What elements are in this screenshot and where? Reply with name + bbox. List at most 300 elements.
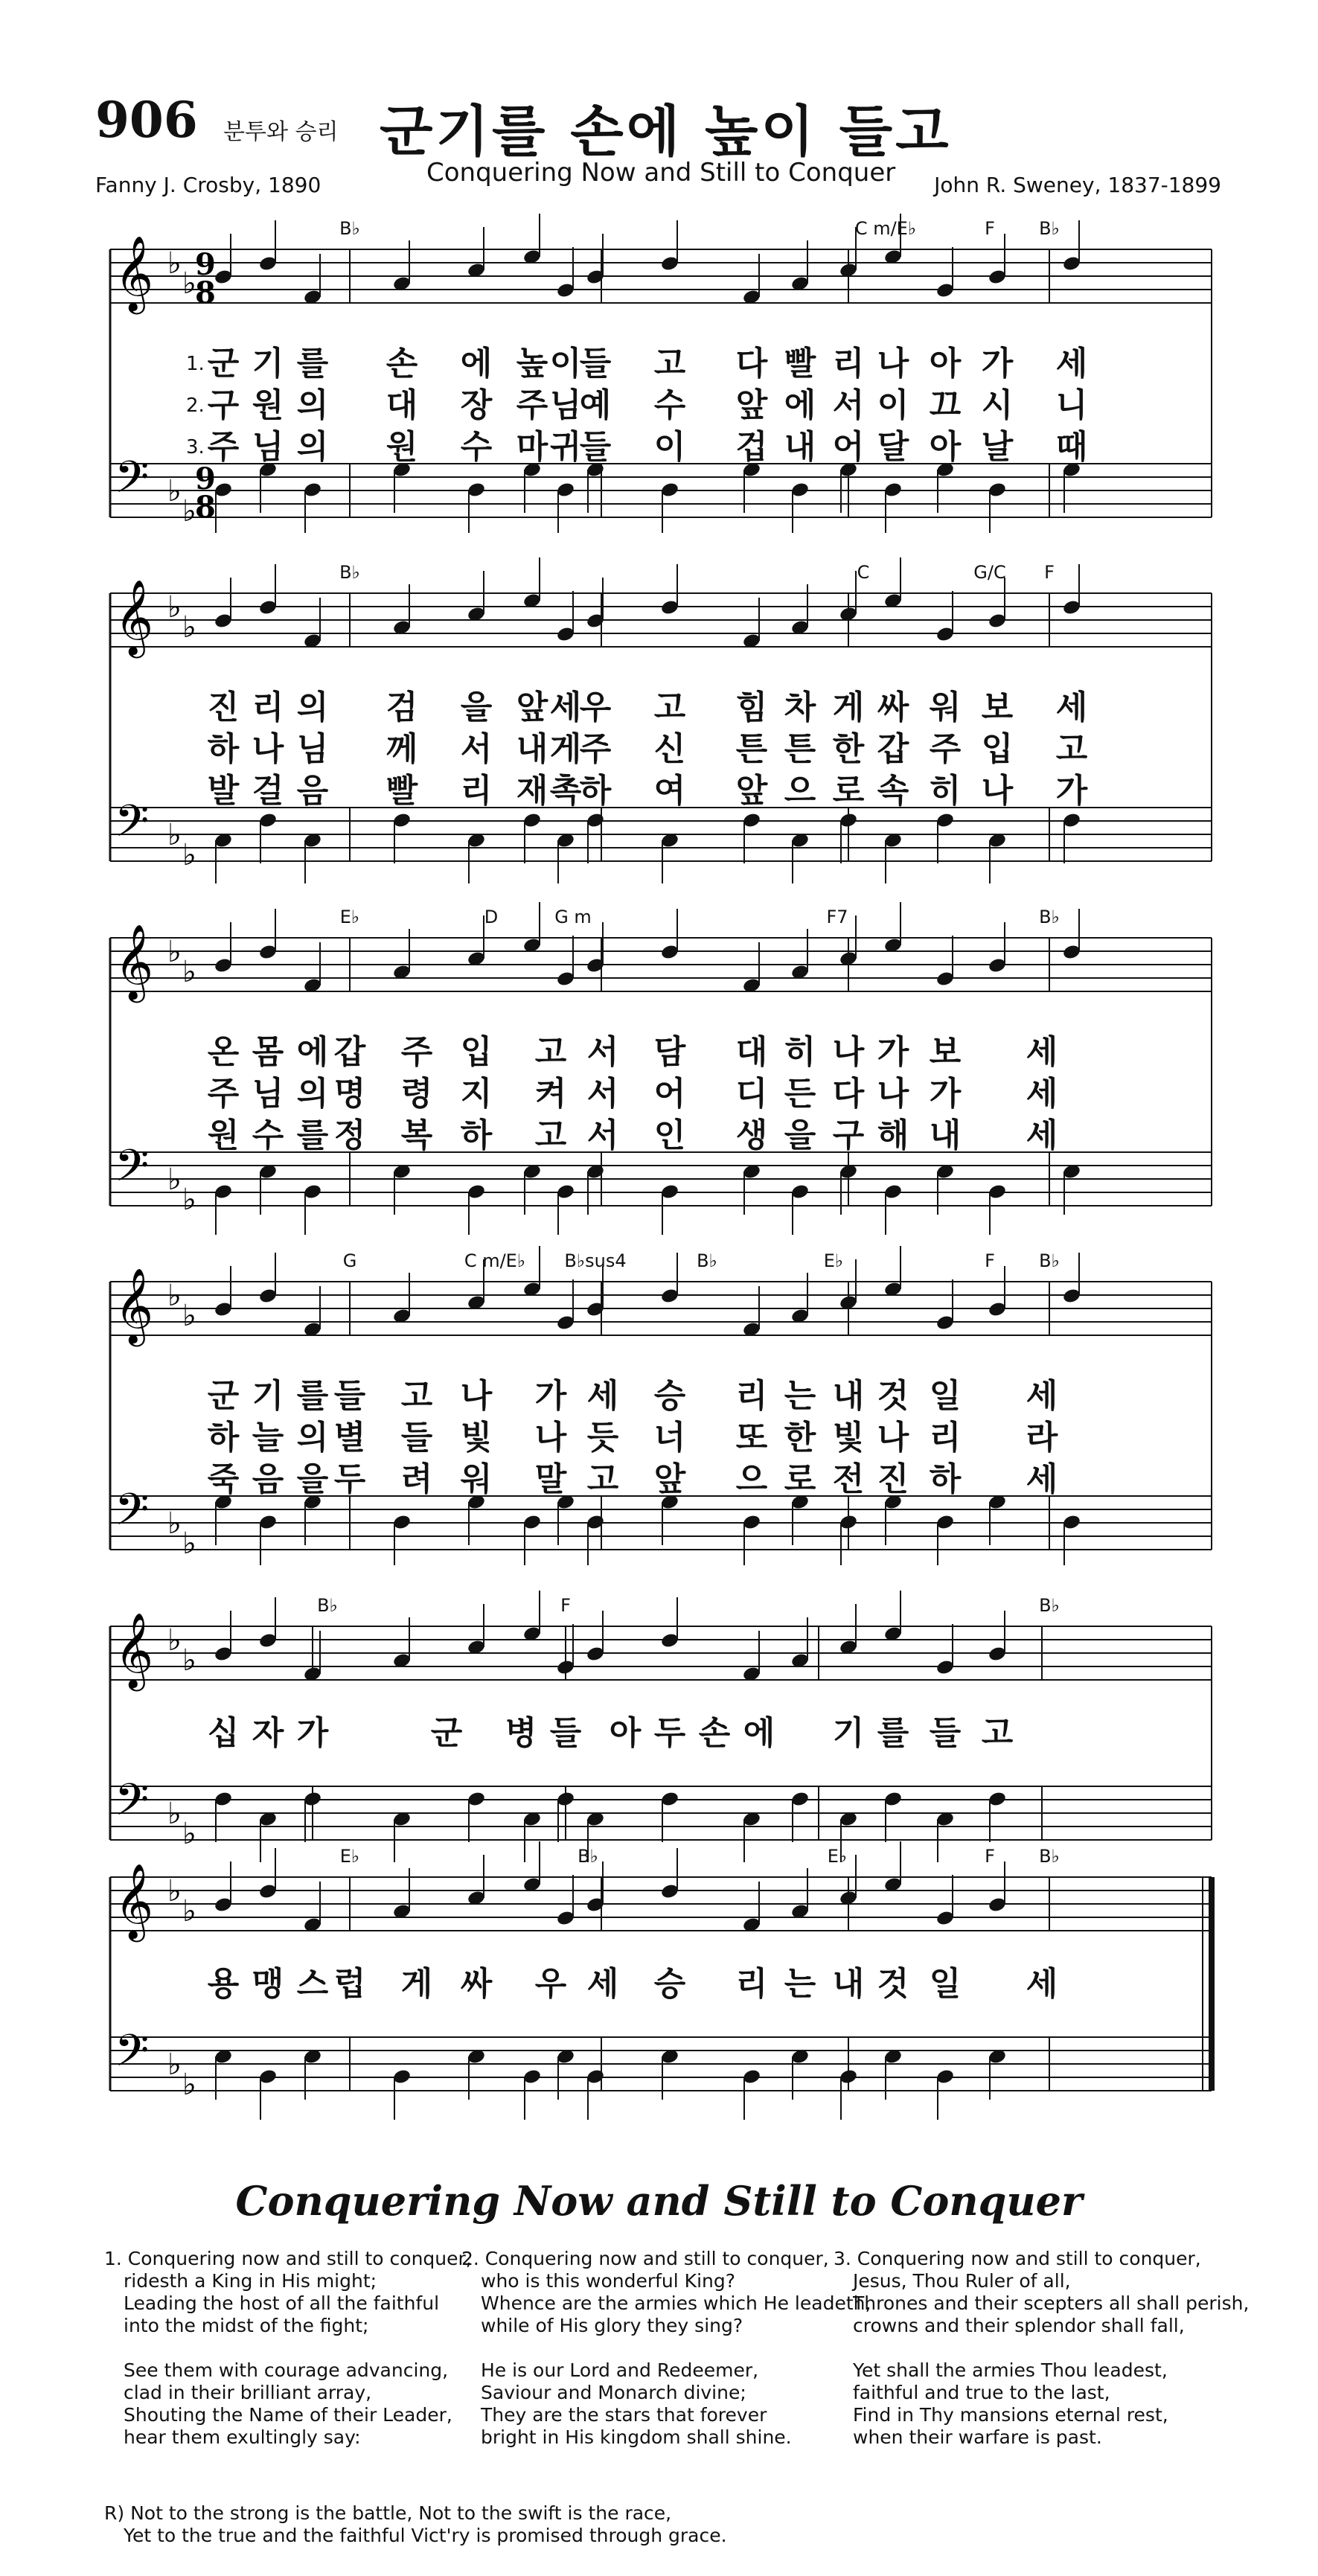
lyric-syllable: 높 bbox=[516, 345, 548, 383]
lyric-syllable: 님 bbox=[296, 730, 329, 768]
verse-line: 3. Conquering now and still to conquer, bbox=[834, 2248, 1201, 2269]
flat-key-signature-icon: ♭ bbox=[182, 838, 196, 872]
flat-key-signature-icon: ♭ bbox=[182, 494, 196, 528]
chord-symbol: F bbox=[985, 1846, 995, 1867]
lyric-syllable: 수 bbox=[653, 386, 686, 424]
hymn-english-title: Conquering Now and Still to Conquer bbox=[426, 158, 896, 188]
lyricist: Fanny J. Crosby, 1890 bbox=[95, 173, 321, 197]
lyric-syllable: 려 bbox=[400, 1460, 433, 1498]
lyric-syllable: 다 bbox=[735, 345, 768, 383]
verse-line: Saviour and Monarch divine; bbox=[481, 2382, 746, 2403]
flat-key-signature-icon: ♭ bbox=[182, 266, 196, 301]
lyric-syllable: 빨 bbox=[386, 772, 418, 810]
flat-key-signature-icon: ♭ bbox=[182, 1527, 196, 1561]
bass-clef-icon: 𝄢 bbox=[115, 451, 150, 514]
lyric-syllable: 해 bbox=[877, 1116, 909, 1154]
lyric-syllable: 두 bbox=[333, 1460, 366, 1498]
lyric-syllable: 입 bbox=[981, 730, 1014, 768]
lyric-syllable: 수 bbox=[252, 1116, 284, 1154]
lyric-syllable: 주 bbox=[516, 386, 548, 424]
lyric-syllable: 튼 bbox=[784, 730, 816, 768]
refrain-line: R) Not to the strong is the battle, Not to the swift is the race, bbox=[104, 2502, 672, 2524]
verse-line: bright in His kingdom shall shine. bbox=[481, 2426, 792, 2448]
chord-symbol: G bbox=[342, 1250, 357, 1271]
lyric-syllable: 빛 bbox=[832, 1419, 865, 1457]
lyric-syllable: 복 bbox=[400, 1116, 433, 1154]
lyric-syllable: 를 bbox=[296, 1116, 329, 1154]
lyric-syllable: 내 bbox=[516, 730, 548, 768]
lyric-syllable: 들 bbox=[579, 428, 612, 466]
lyric-syllable: 차 bbox=[784, 688, 816, 726]
lyric-syllable: 걸 bbox=[252, 772, 284, 810]
lyric-syllable: 재 bbox=[516, 772, 548, 810]
verse-line: See them with courage advancing, bbox=[124, 2359, 449, 2381]
lyric-syllable: 세 bbox=[1026, 1460, 1058, 1498]
lyric-syllable: 님 bbox=[252, 428, 284, 466]
lyric-syllable: 명 bbox=[333, 1075, 366, 1113]
composer: John R. Sweney, 1837-1899 bbox=[934, 173, 1221, 197]
lyric-syllable: 아 bbox=[929, 345, 962, 383]
lyric-syllable: 의 bbox=[296, 1419, 329, 1457]
verse-line: clad in their brilliant array, bbox=[124, 2382, 372, 2403]
lyric-syllable: 앞 bbox=[735, 772, 768, 810]
lyric-syllable: 나 bbox=[460, 1377, 493, 1415]
chord-symbol: F bbox=[985, 218, 995, 239]
lyric-syllable: 워 bbox=[929, 688, 962, 726]
lyric-syllable: 세 bbox=[1055, 345, 1088, 383]
lyric-syllable: 기 bbox=[832, 1714, 865, 1752]
lyric-syllable: 나 bbox=[877, 345, 909, 383]
lyric-syllable: 리 bbox=[460, 772, 493, 810]
verse-line: ridesth a King in His might; bbox=[124, 2270, 377, 2292]
lyric-syllable: 에 bbox=[743, 1714, 775, 1752]
lyric-syllable: 진 bbox=[877, 1460, 909, 1498]
lyric-syllable: 에 bbox=[784, 386, 816, 424]
chord-symbol: B♭ bbox=[697, 1250, 717, 1271]
verse-line: while of His glory they sing? bbox=[481, 2315, 743, 2336]
lyric-syllable: 는 bbox=[784, 1965, 816, 2003]
verse-number: 1. bbox=[186, 353, 205, 375]
lyric-syllable: 리 bbox=[929, 1419, 962, 1457]
bass-clef-icon: 𝄢 bbox=[115, 2024, 150, 2087]
lyric-syllable: 주 bbox=[929, 730, 962, 768]
lyric-syllable: 고 bbox=[981, 1714, 1014, 1752]
lyric-syllable: 세 bbox=[1055, 688, 1088, 726]
lyric-syllable: 튼 bbox=[735, 730, 768, 768]
lyric-syllable: 병 bbox=[505, 1714, 537, 1752]
lyric-syllable: 서 bbox=[460, 730, 493, 768]
chord-symbol: F bbox=[560, 1595, 571, 1616]
lyric-syllable: 또 bbox=[735, 1419, 768, 1457]
lyric-syllable: 내 bbox=[784, 428, 816, 466]
lyric-syllable: 어 bbox=[832, 428, 865, 466]
lyric-syllable: 가 bbox=[981, 345, 1014, 383]
lyric-syllable: 음 bbox=[296, 772, 329, 810]
lyric-syllable: 세 bbox=[586, 1965, 619, 2003]
chord-symbol: B♭ bbox=[339, 218, 360, 239]
verse-line: who is this wonderful King? bbox=[481, 2270, 735, 2292]
chord-symbol: E♭ bbox=[827, 1846, 848, 1867]
verse-gap bbox=[461, 2337, 819, 2359]
lyric-syllable: 죽 bbox=[207, 1460, 240, 1498]
chord-symbol: B♭ bbox=[1039, 907, 1060, 927]
lyric-syllable: 빨 bbox=[784, 345, 816, 383]
lyric-syllable: 음 bbox=[252, 1460, 284, 1498]
lyric-syllable: 것 bbox=[877, 1965, 909, 2003]
lyric-syllable: 시 bbox=[981, 386, 1014, 424]
chord-symbol: B♭ bbox=[578, 1846, 598, 1867]
lyric-syllable: 주 bbox=[207, 428, 240, 466]
verse-line: Thrones and their scepters all shall perish, bbox=[853, 2292, 1250, 2314]
lyric-syllable: 군 bbox=[207, 1377, 240, 1415]
treble-clef-icon: 𝄞 bbox=[115, 923, 154, 1000]
flat-key-signature-icon: ♭ bbox=[167, 474, 182, 508]
flat-key-signature-icon: ♭ bbox=[167, 1279, 182, 1313]
lyric-syllable: 겁 bbox=[735, 428, 768, 466]
lyric-syllable: 지 bbox=[460, 1075, 493, 1113]
lyric-syllable: 전 bbox=[832, 1460, 865, 1498]
lyric-syllable: 속 bbox=[877, 772, 909, 810]
lyric-syllable: 는 bbox=[784, 1377, 816, 1415]
english-title: Conquering Now and Still to Conquer bbox=[235, 2177, 1083, 2225]
refrain-line: Yet to the true and the faithful Vict'ry is promised through grace. bbox=[124, 2525, 727, 2546]
verse-line: hear them exultingly say: bbox=[124, 2426, 361, 2448]
lyric-syllable: 하 bbox=[929, 1460, 962, 1498]
hymn-title: 군기를 손에 높이 들고 bbox=[380, 100, 952, 164]
chord-symbol: F bbox=[985, 1250, 995, 1271]
lyric-syllable: 귀 bbox=[549, 428, 582, 466]
lyric-syllable: 디 bbox=[735, 1075, 768, 1113]
lyric-syllable: 럽 bbox=[333, 1965, 366, 2003]
verse-number: 2. bbox=[186, 394, 205, 417]
lyric-syllable: 세 bbox=[1026, 1377, 1058, 1415]
flat-key-signature-icon: ♭ bbox=[167, 246, 182, 281]
lyric-syllable: 진 bbox=[207, 688, 240, 726]
chord-symbol: B♭ bbox=[317, 1595, 338, 1616]
lyric-syllable: 십 bbox=[207, 1714, 240, 1752]
treble-clef-icon: 𝄞 bbox=[115, 1267, 154, 1343]
lyric-syllable: 들 bbox=[549, 1714, 582, 1752]
flat-key-signature-icon: ♭ bbox=[167, 1506, 182, 1541]
lyric-syllable: 령 bbox=[400, 1075, 433, 1113]
lyric-syllable: 우 bbox=[534, 1965, 567, 2003]
lyric-syllable: 가 bbox=[929, 1075, 962, 1113]
hymn-number: 906 bbox=[95, 91, 198, 149]
lyric-syllable: 앞 bbox=[516, 688, 548, 726]
bass-clef-icon: 𝄢 bbox=[115, 1140, 150, 1202]
lyric-syllable: 가 bbox=[296, 1714, 329, 1752]
lyric-syllable: 담 bbox=[653, 1033, 686, 1071]
lyric-syllable: 늘 bbox=[252, 1419, 284, 1457]
lyric-syllable: 하 bbox=[207, 730, 240, 768]
english-refrain bbox=[104, 2502, 727, 2547]
lyric-syllable: 너 bbox=[653, 1419, 686, 1457]
lyric-syllable: 게 bbox=[549, 730, 582, 768]
lyric-syllable: 리 bbox=[252, 688, 284, 726]
lyric-syllable: 싸 bbox=[460, 1965, 493, 2003]
flat-key-signature-icon: ♭ bbox=[182, 1894, 196, 1928]
lyric-syllable: 으 bbox=[784, 772, 816, 810]
lyric-syllable: 께 bbox=[386, 730, 418, 768]
lyric-syllable: 수 bbox=[460, 428, 493, 466]
lyric-syllable: 가 bbox=[877, 1033, 909, 1071]
lyric-syllable: 말 bbox=[534, 1460, 567, 1498]
lyric-syllable: 리 bbox=[735, 1965, 768, 2003]
chord-symbol: F7 bbox=[826, 907, 848, 927]
bass-clef-icon: 𝄢 bbox=[115, 1774, 150, 1836]
lyric-syllable: 앞 bbox=[653, 1460, 686, 1498]
lyric-syllable: 승 bbox=[653, 1965, 686, 2003]
lyric-syllable: 기 bbox=[252, 1377, 284, 1415]
lyric-syllable: 달 bbox=[877, 428, 909, 466]
flat-key-signature-icon: ♭ bbox=[167, 1797, 182, 1831]
chord-symbol: E♭ bbox=[339, 1846, 360, 1867]
lyric-syllable: 두 bbox=[653, 1714, 686, 1752]
lyric-syllable: 원 bbox=[252, 386, 284, 424]
lyric-syllable: 주 bbox=[400, 1033, 433, 1071]
lyric-syllable: 것 bbox=[877, 1377, 909, 1415]
flat-key-signature-icon: ♭ bbox=[167, 935, 182, 969]
lyric-syllable: 생 bbox=[735, 1116, 768, 1154]
lyric-syllable: 세 bbox=[1026, 1033, 1058, 1071]
lyric-syllable: 세 bbox=[1026, 1075, 1058, 1113]
lyric-syllable: 고 bbox=[586, 1460, 619, 1498]
chord-symbol: G/C bbox=[973, 562, 1006, 583]
lyric-syllable: 나 bbox=[877, 1419, 909, 1457]
lyric-syllable: 라 bbox=[1026, 1419, 1058, 1457]
lyric-syllable: 촉 bbox=[549, 772, 582, 810]
lyric-syllable: 갑 bbox=[877, 730, 909, 768]
lyric-syllable: 한 bbox=[832, 730, 865, 768]
bass-clef-icon: 𝄢 bbox=[115, 1483, 150, 1546]
treble-clef-icon: 𝄞 bbox=[115, 234, 154, 311]
lyric-syllable: 싸 bbox=[877, 688, 909, 726]
chord-symbol: B♭ bbox=[1039, 1595, 1060, 1616]
lyric-syllable: 날 bbox=[981, 428, 1014, 466]
lyric-syllable: 에 bbox=[296, 1033, 329, 1071]
lyric-syllable: 의 bbox=[296, 386, 329, 424]
lyric-syllable: 를 bbox=[296, 345, 329, 383]
verse-line: Yet shall the armies Thou leadest, bbox=[853, 2359, 1168, 2381]
lyric-syllable: 나 bbox=[877, 1075, 909, 1113]
lyric-syllable: 발 bbox=[207, 772, 240, 810]
lyric-syllable: 들 bbox=[333, 1377, 366, 1415]
lyric-syllable: 이 bbox=[653, 428, 686, 466]
lyric-syllable: 끄 bbox=[929, 386, 962, 424]
flat-key-signature-icon: ♭ bbox=[167, 1623, 182, 1658]
lyric-syllable: 일 bbox=[929, 1965, 962, 2003]
treble-clef-icon: 𝄞 bbox=[115, 1862, 154, 1939]
verse-line: He is our Lord and Redeemer, bbox=[481, 2359, 759, 2381]
lyric-syllable: 나 bbox=[252, 730, 284, 768]
time-signature-bottom: 8 bbox=[195, 275, 216, 310]
lyric-syllable: 를 bbox=[877, 1714, 909, 1752]
chord-symbol: F bbox=[1044, 562, 1055, 583]
lyric-syllable: 원 bbox=[207, 1116, 240, 1154]
chord-symbol: B♭ bbox=[1039, 1250, 1060, 1271]
lyric-syllable: 하 bbox=[207, 1419, 240, 1457]
time-signature-top: 9 bbox=[195, 461, 216, 496]
lyric-syllable: 구 bbox=[207, 386, 240, 424]
lyric-syllable: 아 bbox=[929, 428, 962, 466]
lyric-syllable: 내 bbox=[832, 1965, 865, 2003]
lyric-syllable: 내 bbox=[832, 1377, 865, 1415]
lyric-syllable: 아 bbox=[609, 1714, 642, 1752]
lyric-syllable: 다 bbox=[832, 1075, 865, 1113]
lyric-syllable: 서 bbox=[586, 1033, 619, 1071]
lyric-syllable: 힘 bbox=[735, 688, 768, 726]
lyric-syllable: 에 bbox=[460, 345, 493, 383]
chord-symbol: B♭sus4 bbox=[564, 1250, 627, 1271]
lyric-syllable: 온 bbox=[207, 1033, 240, 1071]
lyric-syllable: 님 bbox=[252, 1075, 284, 1113]
lyric-syllable: 대 bbox=[735, 1033, 768, 1071]
lyric-syllable: 예 bbox=[579, 386, 612, 424]
lyric-syllable: 의 bbox=[296, 1075, 329, 1113]
lyric-syllable: 켜 bbox=[534, 1075, 567, 1113]
lyric-syllable: 고 bbox=[534, 1033, 567, 1071]
flat-key-signature-icon: ♭ bbox=[167, 590, 182, 624]
lyric-syllable: 서 bbox=[586, 1116, 619, 1154]
verse-line: Leading the host of all the faithful bbox=[124, 2292, 440, 2314]
lyric-syllable: 세 bbox=[1026, 1965, 1058, 2003]
chord-symbol: E♭ bbox=[823, 1250, 844, 1271]
lyric-syllable: 보 bbox=[981, 688, 1014, 726]
lyric-syllable: 나 bbox=[981, 772, 1014, 810]
lyric-syllable: 구 bbox=[832, 1116, 865, 1154]
lyric-syllable: 맹 bbox=[252, 1965, 284, 2003]
lyric-syllable: 나 bbox=[832, 1033, 865, 1071]
lyric-syllable: 고 bbox=[653, 688, 686, 726]
lyric-syllable: 하 bbox=[460, 1116, 493, 1154]
lyric-syllable: 나 bbox=[534, 1419, 567, 1457]
flat-key-signature-icon: ♭ bbox=[182, 1183, 196, 1217]
verse-line: Jesus, Thou Ruler of all, bbox=[853, 2270, 1071, 2292]
flat-key-signature-icon: ♭ bbox=[182, 1643, 196, 1678]
lyric-syllable: 신 bbox=[653, 730, 686, 768]
verse-line: faithful and true to the last, bbox=[853, 2382, 1110, 2403]
lyric-syllable: 하 bbox=[579, 772, 612, 810]
lyric-syllable: 대 bbox=[386, 386, 418, 424]
chord-symbol: C bbox=[857, 562, 870, 583]
verse-line: 2. Conquering now and still to conquer, bbox=[461, 2248, 829, 2269]
flat-key-signature-icon: ♭ bbox=[182, 1299, 196, 1333]
lyric-syllable: 을 bbox=[784, 1116, 816, 1154]
lyric-syllable: 검 bbox=[386, 688, 418, 726]
lyric-syllable: 로 bbox=[832, 772, 865, 810]
lyric-syllable: 니 bbox=[1055, 386, 1088, 424]
lyric-syllable: 세 bbox=[1026, 1116, 1058, 1154]
flat-key-signature-icon: ♭ bbox=[182, 955, 196, 989]
lyric-syllable: 군 bbox=[430, 1714, 463, 1752]
lyric-syllable: 보 bbox=[929, 1033, 962, 1071]
lyric-syllable: 들 bbox=[929, 1714, 962, 1752]
lyric-syllable: 으 bbox=[735, 1460, 768, 1498]
chord-symbol: E♭ bbox=[339, 907, 360, 927]
chord-symbol: B♭ bbox=[1039, 1846, 1060, 1867]
lyric-syllable: 고 bbox=[400, 1377, 433, 1415]
lyric-syllable: 가 bbox=[534, 1377, 567, 1415]
lyric-syllable: 주 bbox=[207, 1075, 240, 1113]
flat-key-signature-icon: ♭ bbox=[182, 1817, 196, 1851]
lyric-syllable: 을 bbox=[460, 688, 493, 726]
lyric-syllable: 내 bbox=[929, 1116, 962, 1154]
lyric-syllable: 일 bbox=[929, 1377, 962, 1415]
lyric-syllable: 세 bbox=[586, 1377, 619, 1415]
lyric-syllable: 를 bbox=[296, 1377, 329, 1415]
lyric-syllable: 들 bbox=[579, 345, 612, 383]
lyric-syllable: 게 bbox=[400, 1965, 433, 2003]
lyric-syllable: 인 bbox=[653, 1116, 686, 1154]
lyric-syllable: 용 bbox=[207, 1965, 240, 2003]
lyric-syllable: 리 bbox=[832, 345, 865, 383]
lyric-syllable: 세 bbox=[549, 688, 582, 726]
lyric-syllable: 앞 bbox=[735, 386, 768, 424]
lyric-syllable: 한 bbox=[784, 1419, 816, 1457]
lyric-syllable: 워 bbox=[460, 1460, 493, 1498]
lyric-syllable: 을 bbox=[296, 1460, 329, 1498]
verse-line: Shouting the Name of their Leader, bbox=[124, 2404, 452, 2426]
verse-line: Whence are the armies which He leadeth, bbox=[481, 2292, 871, 2314]
flat-key-signature-icon: ♭ bbox=[167, 1163, 182, 1197]
lyric-syllable: 자 bbox=[252, 1714, 284, 1752]
lyric-syllable: 고 bbox=[1055, 730, 1088, 768]
chord-symbol: G m bbox=[554, 907, 592, 927]
lyric-syllable: 마 bbox=[516, 428, 548, 466]
lyric-syllable: 어 bbox=[653, 1075, 686, 1113]
time-signature-top: 9 bbox=[195, 247, 216, 282]
verse-gap bbox=[104, 2337, 461, 2359]
lyric-syllable: 든 bbox=[784, 1075, 816, 1113]
lyric-syllable: 히 bbox=[784, 1033, 816, 1071]
lyric-syllable: 원 bbox=[386, 428, 418, 466]
chord-symbol: D bbox=[484, 907, 499, 927]
lyric-syllable: 히 bbox=[929, 772, 962, 810]
lyric-syllable: 우 bbox=[579, 688, 612, 726]
english-verse-1 bbox=[104, 2248, 472, 2449]
hymn-category: 분투와 승리 bbox=[223, 119, 339, 145]
lyric-syllable: 갑 bbox=[333, 1033, 366, 1071]
lyric-syllable: 주 bbox=[579, 730, 612, 768]
flat-key-signature-icon: ♭ bbox=[167, 2048, 182, 2082]
flat-key-signature-icon: ♭ bbox=[167, 1874, 182, 1908]
verse-gap bbox=[834, 2337, 1191, 2359]
verse-line: They are the stars that forever bbox=[481, 2404, 767, 2426]
treble-clef-icon: 𝄞 bbox=[115, 578, 154, 655]
lyric-syllable: 고 bbox=[653, 345, 686, 383]
flat-key-signature-icon: ♭ bbox=[182, 610, 196, 645]
lyric-syllable: 정 bbox=[333, 1116, 366, 1154]
verse-line: crowns and their splendor shall fall, bbox=[853, 2315, 1185, 2336]
lyric-syllable: 게 bbox=[832, 688, 865, 726]
lyric-syllable: 별 bbox=[333, 1419, 366, 1457]
flat-key-signature-icon: ♭ bbox=[182, 2068, 196, 2102]
lyric-syllable: 입 bbox=[460, 1033, 493, 1071]
lyric-syllable: 듯 bbox=[586, 1419, 619, 1457]
lyric-syllable: 빛 bbox=[460, 1419, 493, 1457]
lyric-syllable: 이 bbox=[877, 386, 909, 424]
lyric-syllable: 기 bbox=[252, 345, 284, 383]
chord-symbol: C m/E♭ bbox=[464, 1250, 526, 1271]
lyric-syllable: 리 bbox=[735, 1377, 768, 1415]
lyric-syllable: 때 bbox=[1055, 428, 1088, 466]
lyric-syllable: 로 bbox=[784, 1460, 816, 1498]
lyric-syllable: 의 bbox=[296, 688, 329, 726]
verse-line: 1. Conquering now and still to conquer, bbox=[104, 2248, 472, 2269]
lyric-syllable: 여 bbox=[653, 772, 686, 810]
english-verse-3 bbox=[834, 2248, 1250, 2449]
lyric-syllable: 의 bbox=[296, 428, 329, 466]
